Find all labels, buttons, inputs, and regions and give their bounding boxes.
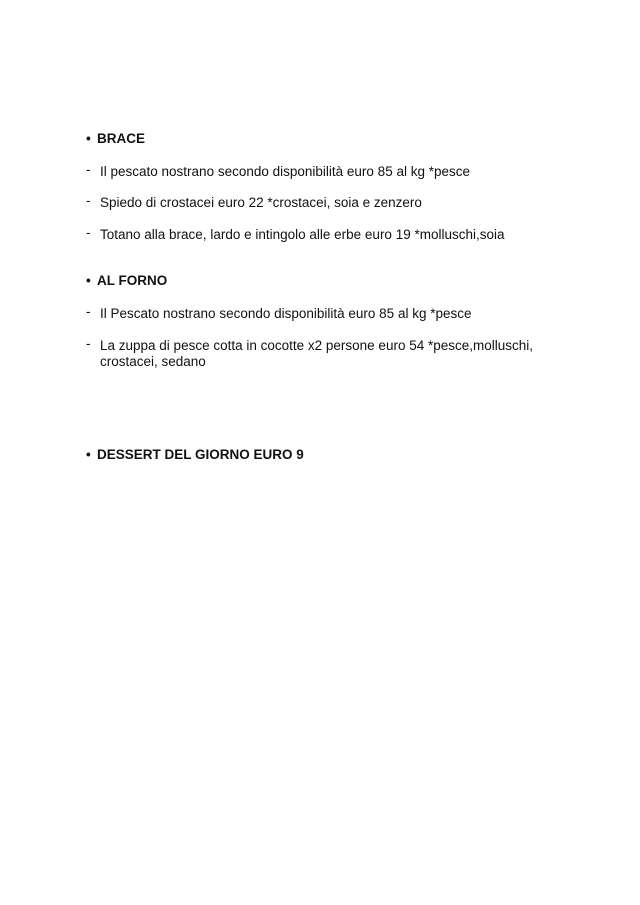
menu-item: [86, 306, 566, 322]
menu-item-text: La zuppa di pesce cotta in cocotte x2 persone euro 54 *pesce,molluschi, crostacei, sedano: [100, 338, 534, 369]
menu-item: [86, 338, 556, 370]
bullet-icon: •: [86, 447, 91, 462]
section-heading-text: BRACE: [97, 131, 146, 146]
menu-item-text: Totano alla brace, lardo e intingolo alle erbe euro 19 *molluschi,soia: [100, 227, 505, 242]
menu-item-text: Il Pescato nostrano secondo disponibilità euro 85 al kg *pesce: [100, 306, 472, 321]
dash-icon: -: [86, 162, 91, 177]
dash-icon: -: [86, 336, 91, 351]
dash-icon: -: [86, 193, 91, 208]
section-heading-brace: [86, 131, 145, 147]
bullet-icon: •: [86, 131, 91, 146]
dash-icon: -: [86, 304, 91, 319]
section-heading-dessert: [86, 447, 304, 463]
bullet-icon: •: [86, 273, 91, 288]
menu-item: [86, 164, 566, 180]
dash-icon: -: [86, 225, 91, 240]
menu-item: [86, 195, 566, 211]
menu-item-text: Spiedo di crostacei euro 22 *crostacei, soia e zenzero: [100, 195, 422, 210]
section-heading-al-forno: [86, 273, 167, 289]
menu-item-text: Il pescato nostrano secondo disponibilità euro 85 al kg *pesce: [100, 164, 470, 179]
section-heading-text: DESSERT DEL GIORNO EURO 9: [97, 447, 304, 462]
menu-item: [86, 227, 566, 243]
section-heading-text: AL FORNO: [97, 273, 168, 288]
